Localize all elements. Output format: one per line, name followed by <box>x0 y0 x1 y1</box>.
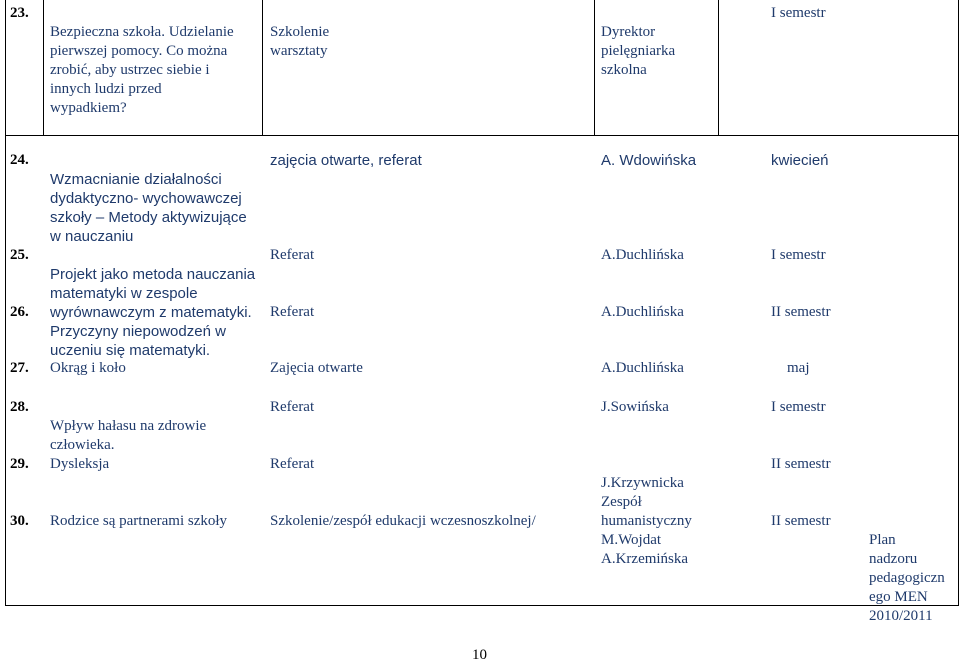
row-number: 23. <box>10 5 29 21</box>
table-divider-num <box>43 0 44 135</box>
term-text: I semestr <box>771 399 826 415</box>
topic-text: Projekt jako metoda nauczania matematyki w zespole wyrównawczym z matematyki. <box>50 266 256 321</box>
person-text: A.Duchlińska <box>601 360 684 376</box>
form-text: Referat <box>270 456 315 472</box>
form-text: Referat <box>270 304 315 320</box>
form-text: Zajęcia otwarte <box>270 360 363 376</box>
page-number: 10 <box>472 647 487 663</box>
term-text: II semestr <box>771 513 831 529</box>
row-number: 27. <box>10 360 29 376</box>
row-number: 24. <box>10 152 29 168</box>
table-border-left <box>5 0 6 605</box>
form-text: Referat <box>270 399 315 415</box>
row-number: 25. <box>10 247 29 263</box>
term-text: I semestr <box>771 5 826 21</box>
notes-text: Plan nadzoru pedagogiczn ego MEN 2010/2011 <box>869 532 945 624</box>
table-border-bottom <box>5 605 959 606</box>
table-border-right <box>958 0 959 605</box>
topic-text: Rodzice są partnerami szkoły <box>50 513 228 529</box>
topic-text: Wpływ hałasu na zdrowie człowieka. <box>50 418 207 453</box>
form-text: Referat <box>270 247 315 263</box>
person-text: A.Duchlińska <box>601 304 684 320</box>
person-text: M.Wojdat A.Krzemińska <box>601 532 689 567</box>
row-number: 26. <box>10 304 29 320</box>
table-divider-form <box>594 0 595 135</box>
term-text: II semestr <box>771 456 831 472</box>
topic-text: Wzmacnianie działalności dydaktyczno- wychowawczej szkoły – Metody aktywizujące w nauczaniu <box>50 171 247 245</box>
form-text: Szkolenie warsztaty <box>270 24 330 59</box>
topic-text: Dysleksja <box>50 456 110 472</box>
person-text: A. Wdowińska <box>601 152 697 169</box>
person-text: J.Sowińska <box>601 399 669 415</box>
topic-text: Przyczyny niepowodzeń w uczeniu się matematyki. <box>50 323 226 359</box>
row-number: 30. <box>10 513 29 529</box>
term-text: kwiecień <box>771 152 829 169</box>
row-number: 28. <box>10 399 29 415</box>
form-text: zajęcia otwarte, referat <box>270 152 422 169</box>
person-text: J.Krzywnicka Zespół humanistyczny <box>601 475 692 529</box>
term-text: I semestr <box>771 247 826 263</box>
person-text: Dyrektor pielęgniarka szkolna <box>601 24 676 78</box>
row-number: 29. <box>10 456 29 472</box>
form-text: Szkolenie/zespół edukacji wczesnoszkolnej/ <box>270 513 536 529</box>
table-divider-person <box>718 0 719 135</box>
topic-text: Bezpieczna szkoła. Udzielanie pierwszej pomocy. Co można zrobić, aby ustrzec siebie i innych ludzi przed wypadkiem? <box>50 24 234 116</box>
term-text: maj <box>787 360 810 376</box>
topic-text: Okrąg i koło <box>50 360 126 376</box>
person-text: A.Duchlińska <box>601 247 684 263</box>
table-divider-topic <box>262 0 263 135</box>
term-text: II semestr <box>771 304 831 320</box>
